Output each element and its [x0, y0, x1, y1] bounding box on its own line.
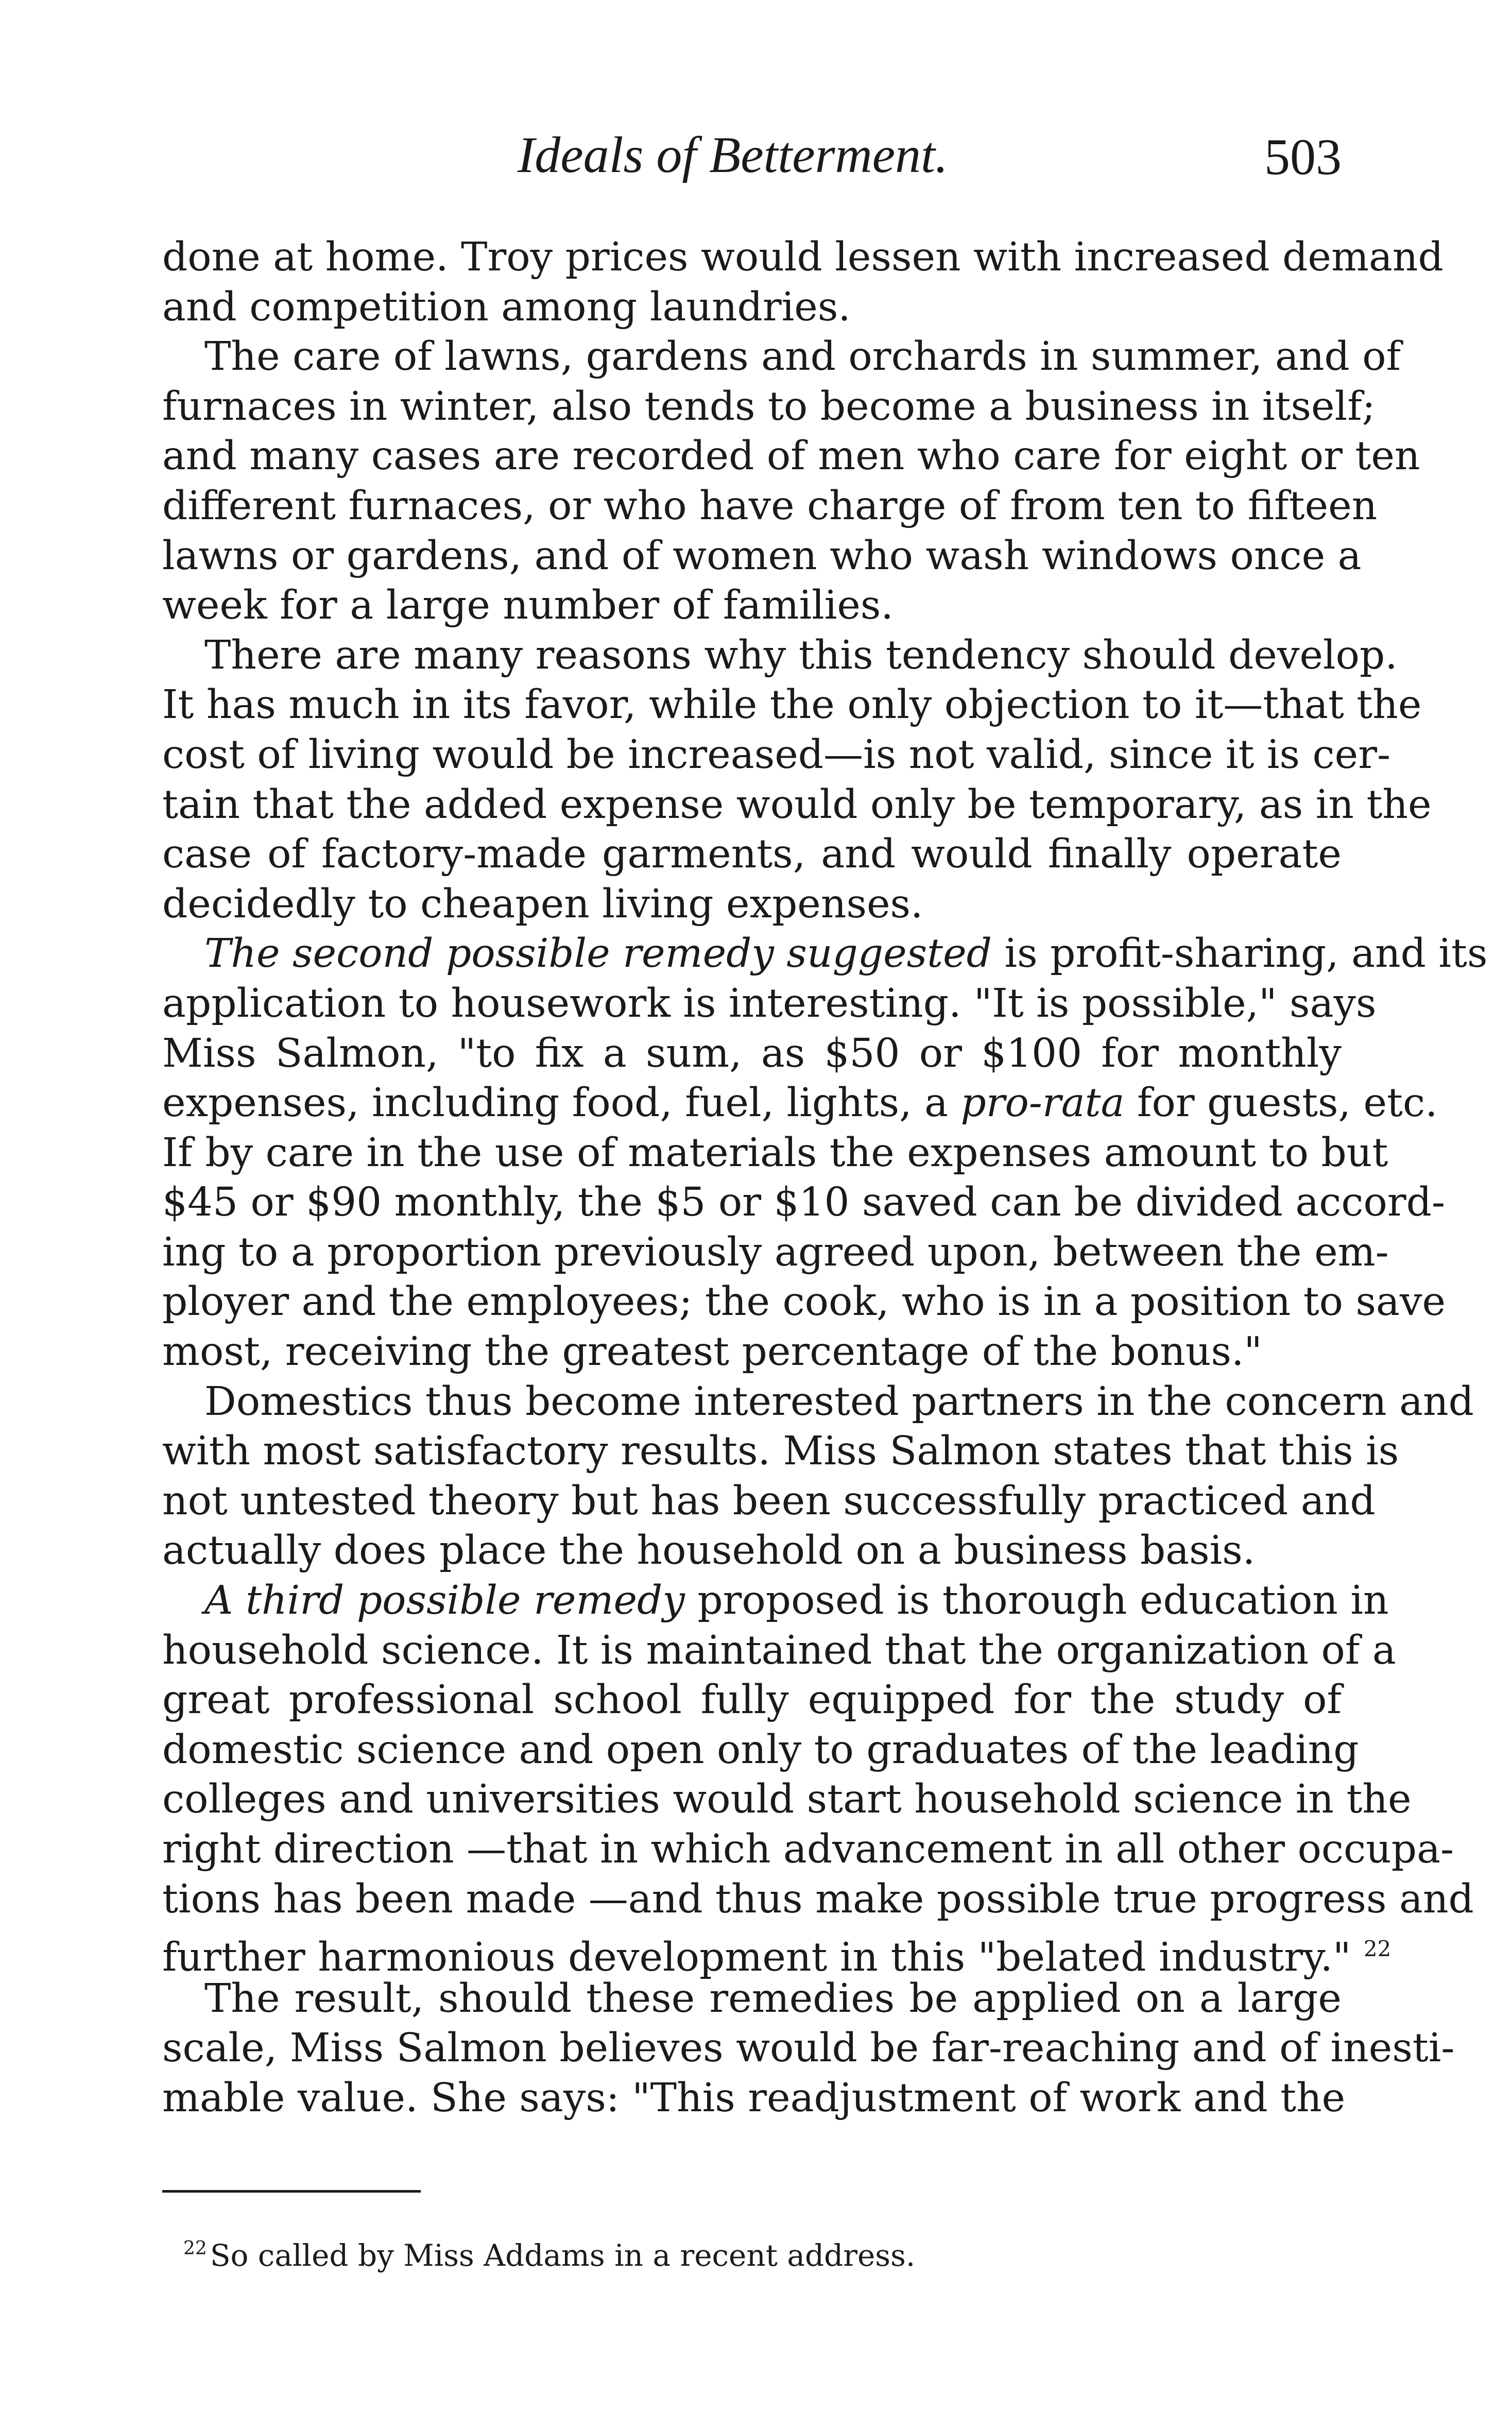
italic-phrase: The second possible remedy suggested [204, 931, 992, 977]
text-run: further harmonious development in this "belated industry." [162, 1935, 1351, 1981]
italic-phrase: A third possible remedy [204, 1578, 685, 1624]
footnote-marker: 22 [183, 2238, 207, 2259]
text-line: colleges and universities would start household science in the [162, 1776, 1412, 1823]
text-line [162, 1924, 1391, 1981]
text-line: application to housework is interesting. "It is possible," says [162, 980, 1377, 1027]
text-line: ployer and the employees; the cook, who is in a position to save [162, 1279, 1446, 1325]
paragraph-start-line: There are many reasons why this tendency should develop. [204, 632, 1398, 678]
paragraph-start-line [162, 929, 1488, 979]
text-line: mable value. She says: "This readjustment of work and the [162, 2075, 1346, 2121]
paragraph-start-line: Domestics thus become interested partners in the concern and [204, 1378, 1474, 1425]
text-line: furnaces in winter, also tends to become a business in itself; [162, 383, 1376, 430]
text-line: with most satisfactory results. Miss Salmon states that this is [162, 1428, 1399, 1475]
text-line: Miss Salmon, "to fix a sum, as $50 or $100 for monthly [162, 1030, 1342, 1076]
text-line: It has much in its favor, while the only objection to it—that the [162, 682, 1422, 728]
text-line: decidedly to cheapen living expenses. [162, 881, 923, 927]
footnote-text: So called by Miss Addams in a recent address. [210, 2238, 916, 2273]
text-line: great professional school fully equipped for the study of [162, 1677, 1342, 1723]
text-run: expenses, including food, fuel, lights, a [162, 1080, 961, 1126]
text-line: If by care in the use of materials the expenses amount to but [162, 1130, 1388, 1176]
footnote [183, 2230, 915, 2274]
text-line: tain that the added expense would only be temporary, as in the [162, 781, 1432, 828]
paragraph-start-line: The result, should these remedies be applied on a large [204, 1975, 1342, 2022]
text-line: not untested theory but has been successfully practiced and [162, 1478, 1376, 1524]
text-line: household science. It is maintained that the organization of a [162, 1627, 1396, 1673]
text-line: actually does place the household on a business basis. [162, 1528, 1256, 1574]
text-line: and many cases are recorded of men who care for eight or ten [162, 433, 1420, 480]
text-line: domestic science and open only to graduates of the leading [162, 1726, 1359, 1773]
text-line: different furnaces, or who have charge of from ten to fifteen [162, 483, 1378, 529]
text-run: proposed is thorough education in [684, 1578, 1389, 1624]
page-number: 503 [1264, 128, 1342, 185]
running-head [162, 122, 1342, 189]
running-title: Ideals of Betterment. [518, 126, 948, 183]
text-run: is profit-sharing, and its [991, 931, 1488, 977]
text-run: for guests, etc. [1124, 1080, 1438, 1126]
text-line: $45 or $90 monthly, the $5 or $10 saved can be divided accord- [162, 1179, 1445, 1226]
text-line: ing to a proportion previously agreed upon, between the em- [162, 1229, 1389, 1275]
text-line: right direction —that in which advancement in all other occupa- [162, 1826, 1454, 1872]
paragraph-start-line [162, 1576, 1389, 1626]
text-line: cost of living would be increased—is not valid, since it is cer- [162, 731, 1391, 778]
text-line: case of factory-made garments, and would finally operate [162, 831, 1342, 878]
text-line: tions has been made —and thus make possible true progress and [162, 1876, 1474, 1922]
text-line: done at home. Troy prices would lessen with increased demand [162, 234, 1444, 280]
footnote-reference[interactable]: 22 [1363, 1936, 1391, 1962]
text-line: scale, Miss Salmon believes would be far-reaching and of inesti- [162, 2025, 1455, 2072]
paragraph-start-line: The care of lawns, gardens and orchards in summer, and of [204, 334, 1401, 380]
text-line: most, receiving the greatest percentage of the bonus." [162, 1329, 1262, 1375]
text-line: lawns or gardens, and of women who wash windows once a [162, 533, 1362, 579]
text-line: week for a large number of families. [162, 583, 894, 629]
italic-phrase: pro-rata [960, 1080, 1125, 1126]
footnote-divider [162, 2190, 421, 2193]
body-text [162, 233, 1488, 2124]
text-line: and competition among laundries. [162, 284, 851, 330]
text-line [162, 1079, 1438, 1128]
